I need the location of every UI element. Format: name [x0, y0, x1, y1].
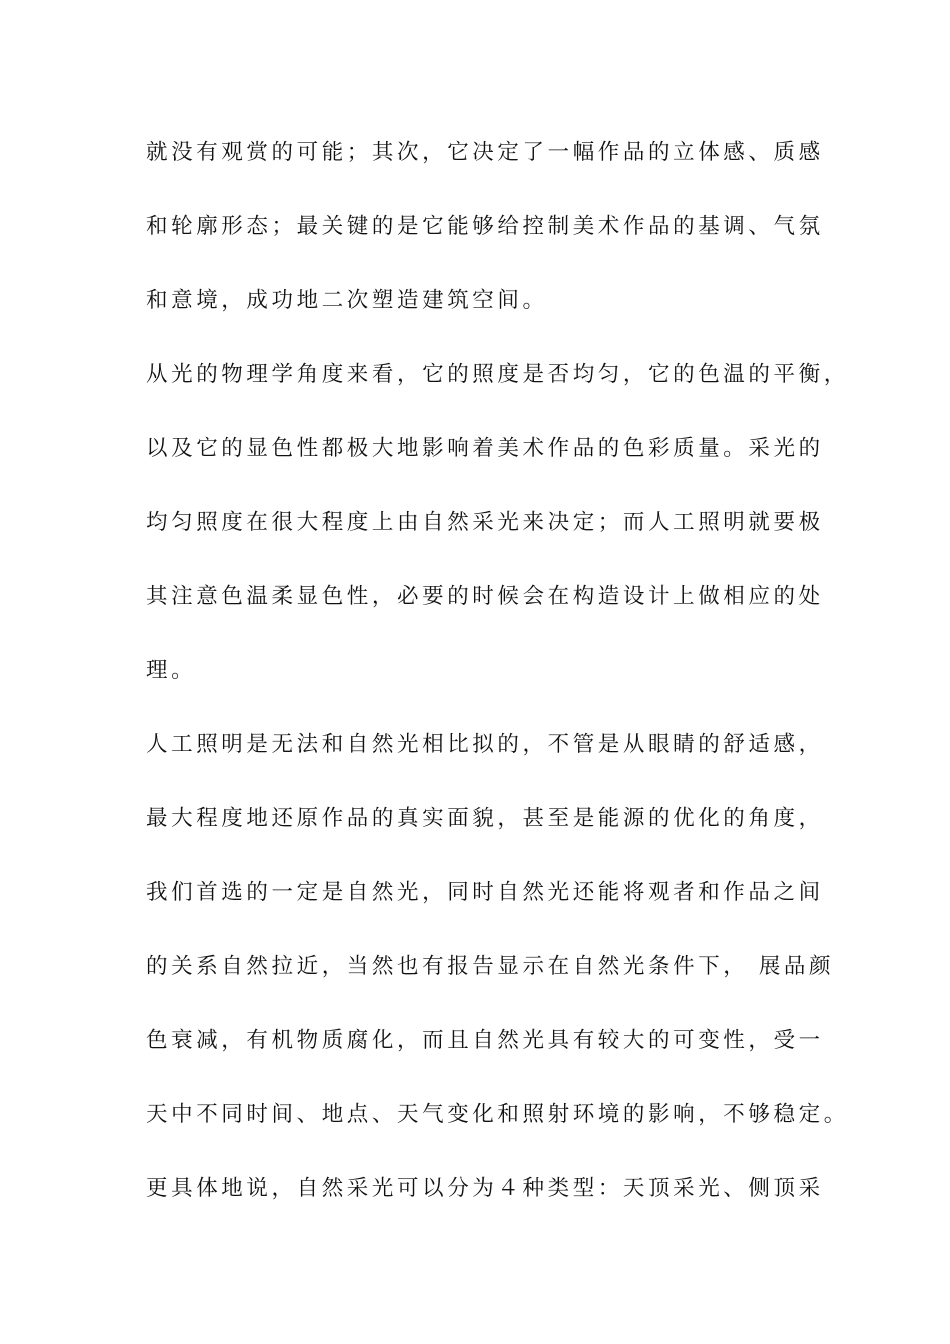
- text-line: 就没有观赏的可能；其次，它决定了一幅作品的立体感、质感: [146, 140, 824, 165]
- text-line: 和轮廓形态；最关键的是它能够给控制美术作品的基调、气氛: [146, 214, 824, 239]
- text-line: 以及它的显色性都极大地影响着美术作品的色彩质量。采光的: [146, 436, 824, 461]
- text-line: 从光的物理学角度来看，它的照度是否均匀，它的色温的平衡，: [146, 362, 849, 387]
- text-line: 更具体地说，自然采光可以分为４种类型：天顶采光、侧顶采: [146, 1176, 824, 1201]
- text-line: 其注意色温柔显色性，必要的时候会在构造设计上做相应的处: [146, 584, 824, 609]
- text-line: 我们首选的一定是自然光，同时自然光还能将观者和作品之间: [146, 880, 824, 905]
- text-line: 的关系自然拉近，当然也有报告显示在自然光条件下， 展品颜: [146, 954, 835, 979]
- text-line: 人工照明是无法和自然光相比拟的，不管是从眼睛的舒适感，: [146, 732, 824, 757]
- text-line: 天中不同时间、地点、天气变化和照射环境的影响，不够稳定。: [146, 1102, 849, 1127]
- body-text: [146, 133, 849, 1243]
- text-line: 均匀照度在很大程度上由自然采光来决定；而人工照明就要极: [146, 510, 824, 535]
- text-line: 最大程度地还原作品的真实面貌，甚至是能源的优化的角度，: [146, 806, 824, 831]
- text-line: 和意境，成功地二次塑造建筑空间。: [146, 288, 548, 313]
- text-line: 色衰减，有机物质腐化，而且自然光具有较大的可变性，受一: [146, 1028, 824, 1053]
- text-line: 理。: [146, 658, 197, 683]
